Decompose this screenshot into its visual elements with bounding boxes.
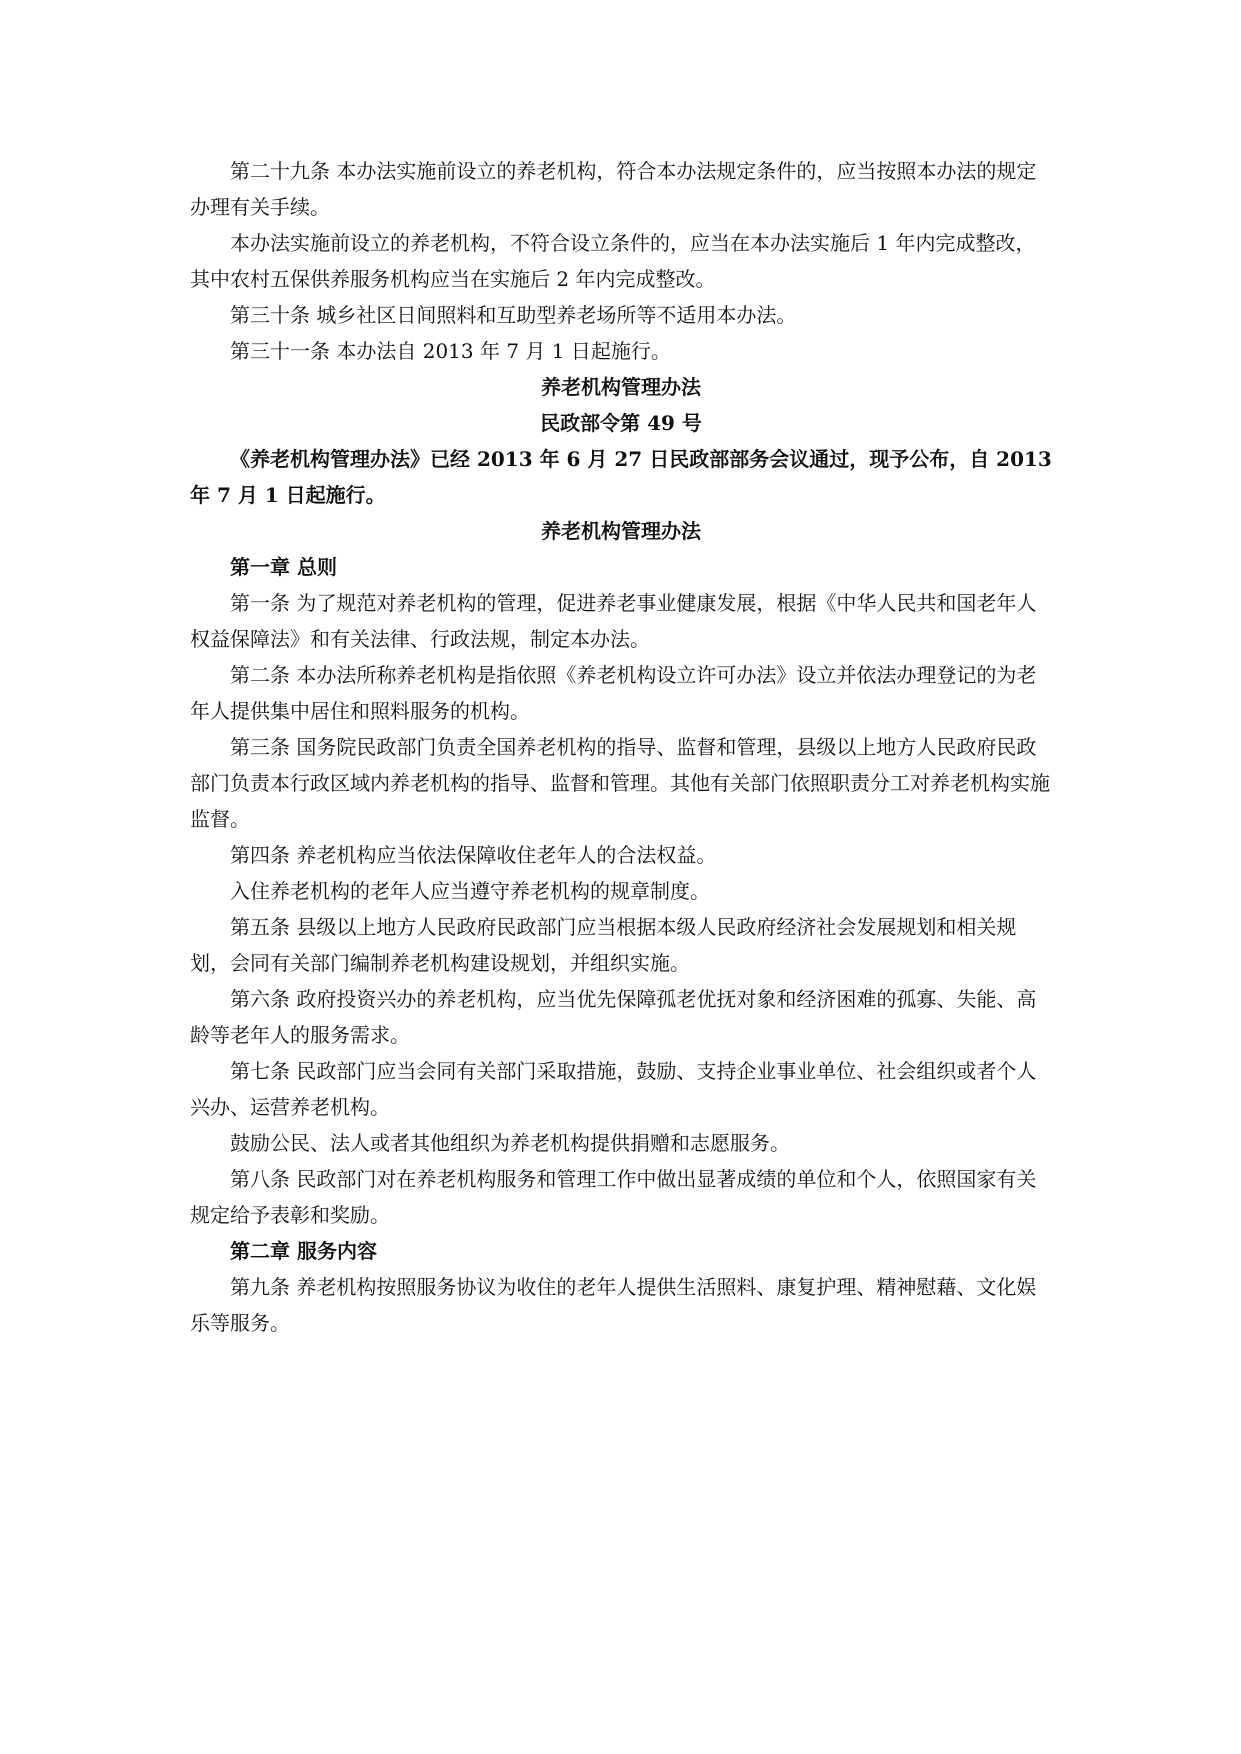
paragraph-art3: 第三条 国务院民政部门负责全国养老机构的指导、监督和管理，县级以上地方人民政府民政部门负责本行政区域内养老机构的指导、监督和管理。其他有关部门依照职责分工对养老机构实施监督。 [190,735,1050,831]
order-number: 民政部令第 49 号 [540,411,702,435]
paragraph-art9: 第九条 养老机构按照服务协议为收住的老年人提供生活照料、康复护理、精神慰藉、文化娱乐等服务。 [190,1275,1037,1335]
regulation-title: 养老机构管理办法 [541,519,701,543]
paragraph-art1: 第一条 为了规范对养老机构的管理，促进养老事业健康发展，根据《中华人民共和国老年人权益保障法》和有关法律、行政法规，制定本办法。 [190,591,1037,651]
paragraph-art6: 第六条 政府投资兴办的养老机构，应当优先保障孤老优抚对象和经济困难的孤寡、失能、高龄等老年人的服务需求。 [190,987,1037,1047]
paragraph-art7: 第七条 民政部门应当会同有关部门采取措施，鼓励、支持企业事业单位、社会组织或者个人兴办、运营养老机构。 [190,1059,1037,1119]
paragraph-art4: 第四条 养老机构应当依法保障收住老年人的合法权益。 [230,843,717,867]
paragraph-art29: 第二十九条 本办法实施前设立的养老机构，符合本办法规定条件的，应当按照本办法的规定办理有关手续。 [190,159,1037,219]
paragraph-art5: 第五条 县级以上地方人民政府民政部门应当根据本级人民政府经济社会发展规划和相关规划，会同有关部门编制养老机构建设规划，并组织实施。 [190,915,1017,975]
document-page [190,153,1052,1341]
document-title: 养老机构管理办法 [541,375,701,399]
paragraph-art31: 第三十一条 本办法自 2013 年 7 月 1 日起施行。 [230,339,671,363]
announcement: 《养老机构管理办法》已经 2013 年 6 月 27 日民政部部务会议通过，现予公布，自 2013 年 7 月 1 日起施行。 [190,447,1052,507]
paragraph-art30: 第三十条 城乡社区日间照料和互助型养老场所等不适用本办法。 [230,303,797,327]
paragraph-art8: 第八条 民政部门对在养老机构服务和管理工作中做出显著成绩的单位和个人，依照国家有关规定给予表彰和奖励。 [190,1167,1037,1227]
paragraph-art7-2: 鼓励公民、法人或者其他组织为养老机构提供捐赠和志愿服务。 [230,1131,790,1155]
paragraph-art2: 第二条 本办法所称养老机构是指依照《养老机构设立许可办法》设立并依法办理登记的为老年人提供集中居住和照料服务的机构。 [190,663,1037,723]
paragraph-art4-2: 入住养老机构的老年人应当遵守养老机构的规章制度。 [230,879,710,903]
paragraph-art29-2: 本办法实施前设立的养老机构，不符合设立条件的，应当在本办法实施后 1 年内完成整改，其中农村五保供养服务机构应当在实施后 2 年内完成整改。 [190,231,1036,291]
chapter-heading-2: 第二章 服务内容 [230,1239,377,1263]
chapter-heading-1: 第一章 总则 [230,555,337,579]
